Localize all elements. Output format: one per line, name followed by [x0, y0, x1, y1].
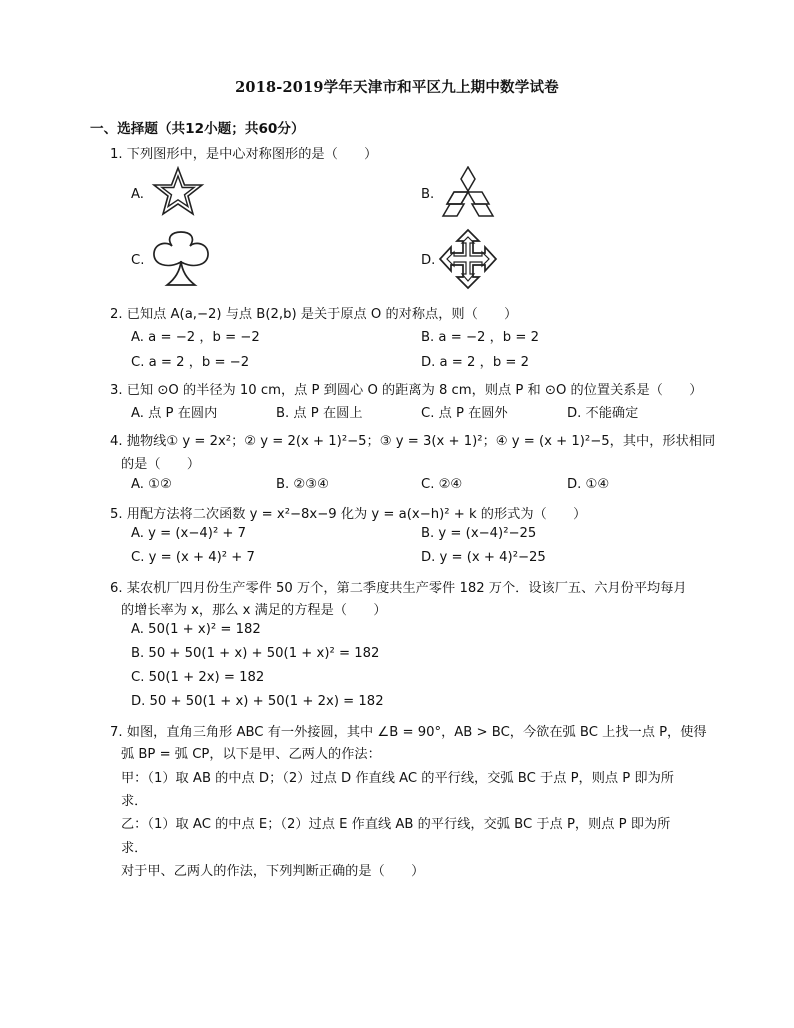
page-title: 2018-2019学年天津市和平区九上期中数学试卷 — [235, 79, 559, 96]
q4-option-a: A. ①② — [131, 477, 172, 492]
q2-option-a: A. a = −2 ，b = −2 — [131, 330, 260, 345]
section-heading: 一、选择题（共12小题；共60分） — [90, 121, 305, 137]
q6-option-b: B. 50 + 50(1 + x) + 50(1 + x)² = 182 — [131, 646, 380, 661]
q5-option-b: B. y = (x−4)²−25 — [421, 526, 537, 541]
question-6-stem-line-2: 的增长率为 x，那么 x 满足的方程是（ ） — [121, 603, 387, 618]
question-5-stem: 5. 用配方法将二次函数 y = x²−8x−9 化为 y = a(x−h)² + k 的形式为（ ） — [110, 507, 587, 522]
q5-option-a: A. y = (x−4)² + 7 — [131, 526, 247, 541]
q1-option-b-label: B. — [421, 187, 435, 202]
question-6-stem-line-1: 6. 某农机厂四月份生产零件 50 万个，第二季度共生产零件 182 万个．设该厂五、六月份平均每月 — [110, 581, 687, 596]
q1-option-a-label: A. — [131, 187, 144, 202]
question-7-line-3: 甲：（1）取 AB 的中点 D；（2）过点 D 作直线 AC 的平行线，交弧 BC 于点 P，则点 P 即为所 — [121, 771, 674, 786]
question-7-line-4: 求． — [121, 794, 148, 809]
question-1-stem: 1. 下列图形中，是中心对称图形的是（ ） — [110, 147, 378, 162]
club-icon — [150, 231, 212, 289]
q4-option-b: B. ②③④ — [276, 477, 329, 492]
double-star-icon — [151, 166, 205, 218]
question-7-line-6: 求． — [121, 841, 148, 856]
q2-option-c: C. a = 2 ，b = −2 — [131, 355, 250, 370]
q3-option-b: B. 点 P 在圆上 — [276, 406, 363, 421]
question-3-stem: 3. 已知 ⊙O 的半径为 10 cm，点 P 到圆心 O 的距离为 8 cm，则点 P 和 ⊙O 的位置关系是（ ） — [110, 383, 703, 398]
question-7-line-7: 对于甲、乙两人的作法，下列判断正确的是（ ） — [121, 864, 425, 879]
question-7-line-2: 弧 BP = 弧 CP，以下是甲、乙两人的作法： — [121, 747, 381, 762]
q1-option-c-label: C. — [131, 253, 145, 268]
three-diamond-icon — [439, 166, 497, 220]
q3-option-d: D. 不能确定 — [567, 406, 639, 421]
q6-option-d: D. 50 + 50(1 + x) + 50(1 + 2x) = 182 — [131, 694, 384, 709]
four-arrow-cross-icon — [438, 228, 498, 290]
question-4-stem-line-2: 的是（ ） — [121, 457, 201, 472]
q6-option-a: A. 50(1 + x)² = 182 — [131, 622, 261, 637]
q3-option-a: A. 点 P 在圆内 — [131, 406, 218, 421]
q1-option-d-label: D. — [421, 253, 436, 268]
q5-option-c: C. y = (x + 4)² + 7 — [131, 550, 255, 565]
q2-option-b: B. a = −2 ，b = 2 — [421, 330, 539, 345]
question-4-stem-line-1: 4. 抛物线① y = 2x²；② y = 2(x + 1)²−5；③ y = 3(x + 1)²；④ y = (x + 1)²−5，其中，形状相同 — [110, 434, 716, 449]
q3-option-c: C. 点 P 在圆外 — [421, 406, 508, 421]
q6-option-c: C. 50(1 + 2x) = 182 — [131, 670, 265, 685]
q4-option-d: D. ①④ — [567, 477, 610, 492]
q5-option-d: D. y = (x + 4)²−25 — [421, 550, 546, 565]
question-7-line-5: 乙：（1）取 AC 的中点 E；（2）过点 E 作直线 AB 的平行线，交弧 BC 于点 P，则点 P 即为所 — [121, 817, 671, 832]
q4-option-c: C. ②④ — [421, 477, 463, 492]
question-2-stem: 2. 已知点 A(a,−2) 与点 B(2,b) 是关于原点 O 的对称点，则（ ） — [110, 307, 518, 322]
question-7-line-1: 7. 如图，直角三角形 ABC 有一外接圆，其中 ∠B = 90°，AB > BC，今欲在弧 BC 上找一点 P，使得 — [110, 725, 707, 740]
q2-option-d: D. a = 2 ，b = 2 — [421, 355, 530, 370]
